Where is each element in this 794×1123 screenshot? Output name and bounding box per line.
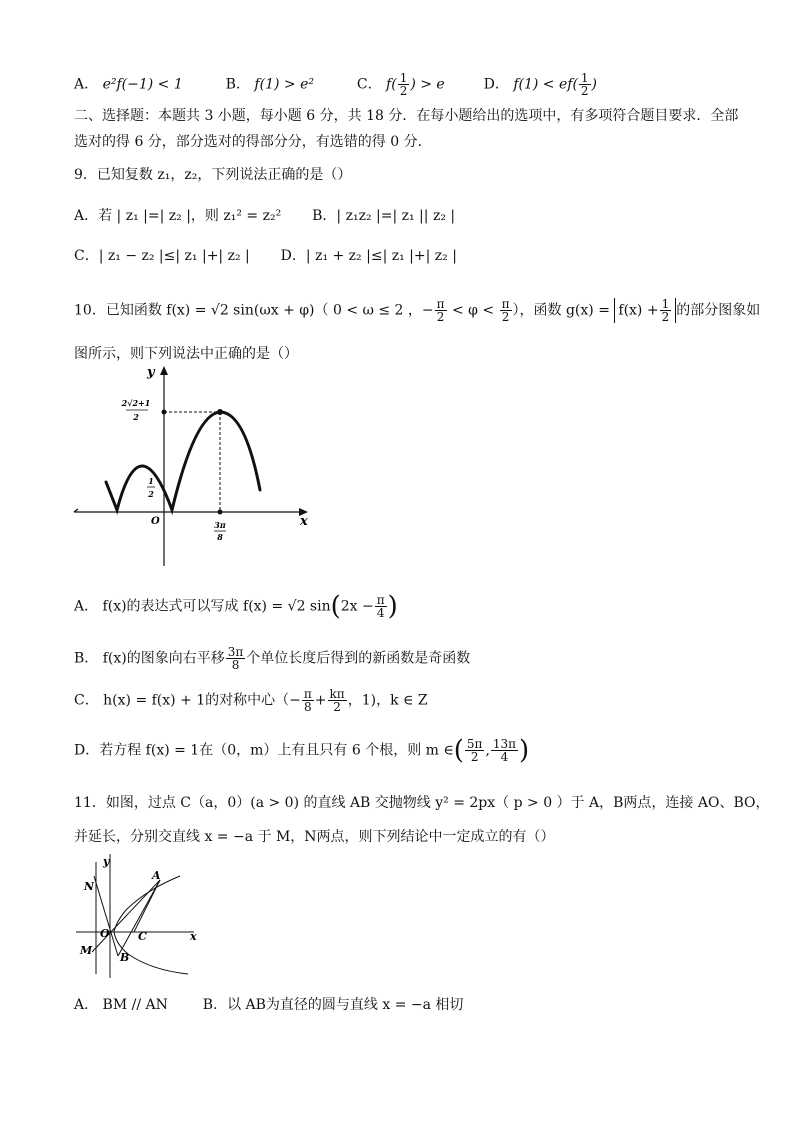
q10-graph-x-label: x <box>300 514 308 529</box>
q10-graph <box>70 360 320 570</box>
q8-b-expr: f(1) > e² <box>254 76 314 93</box>
q10-abs: f(x) + $\frac{1}{2}$ <box>614 298 676 323</box>
q8-c-label: C． <box>356 76 382 93</box>
q11-stem-line1: 11．如图，过点 C（a，0）(a > 0) 的直线 AB 交抛物线 y² = 2px（ p > 0 ）于 A，B两点，连接 AO、BO， <box>74 795 770 811</box>
q9-option-c: C．| z₁ − z₂ |≤| z₁ |+| z₂ | <box>74 248 250 264</box>
q8-d-post: ) <box>591 76 598 93</box>
q11-graph-x: x <box>190 930 197 943</box>
q10-graph-ymax-den: 2 <box>133 412 139 422</box>
q10-option-d: D．若方程 f(x) = 1在（0，m）上有且只有 6 个根，则 m ∈( $\frac{5\pi}{2}$ , $\frac{13\pi}{4}$ ) <box>74 735 530 766</box>
q10-stem-b: < φ < <box>452 302 495 319</box>
q11-graph-c: C <box>138 930 147 943</box>
q10-stem-a: 10．已知函数 f(x) = √2 sin(ωx + φ)（ 0 < ω ≤ 2 ，− <box>74 302 434 319</box>
q10-option-a: A． f(x)的表达式可以写成 f(x) = √2 sin(2x − $\frac{\pi}{4}$ ) <box>74 591 398 622</box>
q8-b-label: B． <box>225 76 250 93</box>
q10-graph-yhalf-den: 2 <box>148 489 154 499</box>
q10-stem-d: 的部分图象如 <box>676 302 761 319</box>
q8-a-expr: e²f(−1) < 1 <box>102 76 183 93</box>
q9-row1 <box>74 207 455 225</box>
q10-graph-origin: O <box>151 516 160 527</box>
q11-graph-m: M <box>80 944 93 957</box>
q10-graph-ymax-num: 2√2+1 <box>121 398 151 408</box>
q10-graph-xmark-den: 8 <box>217 532 223 542</box>
q11-option-b: B．以 AB为直径的圆与直线 x = −a 相切 <box>202 997 464 1013</box>
q11-graph-o: O <box>100 927 110 940</box>
q10-stem <box>74 298 760 323</box>
q8-c-pre: f( <box>386 76 397 93</box>
q11-graph-b: B <box>120 951 130 964</box>
q10-stem-line2: 图所示，则下列说法中正确的是（） <box>74 346 298 362</box>
q10-graph-xmark-num: 3π <box>214 520 226 530</box>
q8-d-frac: $\frac{1}{2}$ <box>580 71 589 98</box>
q8-c-post: ) > e <box>410 76 445 93</box>
q10-frac-pi2-b: $\frac{\pi}{2}$ <box>501 297 510 324</box>
q11-option-a: A． BM // AN <box>74 997 168 1013</box>
q11-stem-line2: 并延长，分别交直线 x = −a 于 M，N两点，则下列结论中一定成立的有（） <box>74 829 555 845</box>
q11-graph <box>76 852 206 980</box>
q11-graph-a: A <box>152 869 161 882</box>
q10-option-c: C． h(x) = f(x) + 1的对称中心（− $\frac{\pi}{8}$ + $\frac{k\pi}{2}$ ，1)，k ∈ Z <box>74 687 428 714</box>
q9-option-d: D．| z₁ + z₂ |≤| z₁ |+| z₂ | <box>280 248 457 264</box>
section2-line1: 二、选择题：本题共 3 小题，每小题 6 分，共 18 分．在每小题给出的选项中，有多项符合题目要求．全部 <box>74 108 739 124</box>
q11-graph-y: y <box>103 855 110 868</box>
q11-graph-n: N <box>84 880 95 893</box>
q10-option-b: B． f(x)的图象向右平移 $\frac{3\pi}{8}$ 个单位长度后得到的新函数是奇函数 <box>74 645 471 672</box>
q8-d-pre: f(1) < ef( <box>513 76 578 93</box>
q10-stem-c: ），函数 g(x) = <box>512 302 610 319</box>
q8-options <box>74 72 597 97</box>
q10-graph-yhalf-num: 1 <box>148 476 154 486</box>
q8-c-frac: $\frac{1}{2}$ <box>399 71 408 98</box>
q9-option-a: A．若 | z₁ |=| z₂ |，则 z₁² = z₂² <box>74 208 282 224</box>
q10-frac-pi2-a: $\frac{\pi}{2}$ <box>436 297 445 324</box>
q9-stem: 9．已知复数 z₁，z₂，下列说法正确的是（） <box>74 167 352 183</box>
q8-a-label: A． <box>74 76 99 93</box>
q9-row2 <box>74 247 457 265</box>
q10-graph-y-label: y <box>147 365 155 380</box>
q8-d-label: D． <box>483 76 509 93</box>
q11-options <box>74 996 463 1014</box>
section2-line2: 选对的得 6 分，部分选对的得部分分，有选错的得 0 分． <box>74 134 432 150</box>
q9-option-b: B．| z₁z₂ |=| z₁ || z₂ | <box>312 208 456 224</box>
